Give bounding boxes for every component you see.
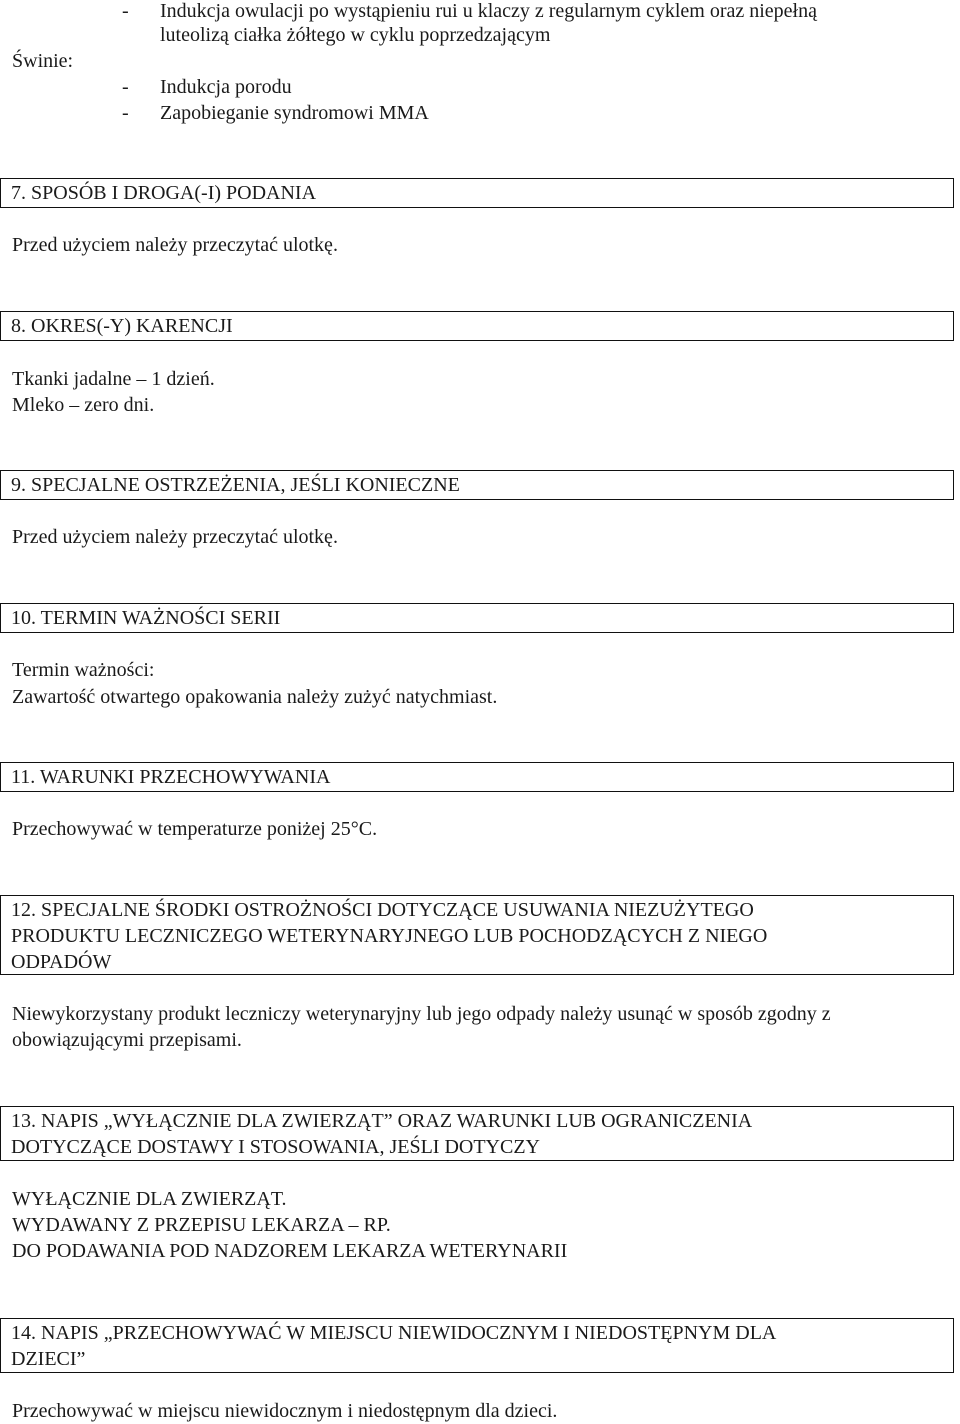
list-item: - Zapobieganie syndromowi MMA — [122, 102, 429, 124]
section-13-heading: 13. NAPIS „WYŁĄCZNIE DLA ZWIERZĄT” ORAZ WARUNKI LUB OGRANICZENIA DOTYCZĄCE DOSTAWY I STOSOWANIA, JEŚLI DOTYCZY — [0, 1106, 954, 1161]
section-12-text: Niewykorzystany produkt leczniczy weterynaryjny lub jego odpady należy usunąć w sposób zgodny z — [12, 1003, 831, 1025]
section-14-text: Przechowywać w miejscu niewidocznym i niedostępnym dla dzieci. — [12, 1400, 558, 1422]
section-7-text: Przed użyciem należy przeczytać ulotkę. — [12, 234, 338, 256]
section-8-heading: 8. OKRES(-Y) KARENCJI — [0, 311, 954, 341]
section-11-text: Przechowywać w temperaturze poniżej 25°C. — [12, 818, 378, 840]
section-10-heading: 10. TERMIN WAŻNOŚCI SERII — [0, 603, 954, 633]
list-item: - Indukcja porodu — [122, 76, 292, 98]
section-11-heading: 11. WARUNKI PRZECHOWYWANIA — [0, 762, 954, 792]
section-10-text: Termin ważności: — [12, 659, 155, 681]
section-9-text: Przed użyciem należy przeczytać ulotkę. — [12, 526, 338, 548]
section-8-text: Tkanki jadalne – 1 dzień. — [12, 368, 215, 390]
section-12-text: obowiązującymi przepisami. — [12, 1029, 242, 1051]
list-item-continuation: luteolizą ciałka żółtego w cyklu poprzedzającym — [160, 24, 551, 46]
species-label: Świnie: — [12, 50, 74, 72]
section-8-text: Mleko – zero dni. — [12, 394, 155, 416]
section-12-heading: 12. SPECJALNE ŚRODKI OSTROŻNOŚCI DOTYCZĄCE USUWANIA NIEZUŻYTEGO PRODUKTU LECZNICZEGO WETERYNARYJNEGO LUB POCHODZĄCYCH Z NIEGO ODPADÓW — [0, 895, 954, 975]
section-9-heading: 9. SPECJALNE OSTRZEŻENIA, JEŚLI KONIECZNE — [0, 470, 954, 500]
section-10-text: Zawartość otwartego opakowania należy zużyć natychmiast. — [12, 686, 498, 708]
section-14-heading: 14. NAPIS „PRZECHOWYWAĆ W MIEJSCU NIEWIDOCZNYM I NIEDOSTĘPNYM DLA DZIECI” — [0, 1318, 954, 1373]
list-item: - Indukcja owulacji po wystąpieniu rui u klaczy z regularnym cyklem oraz niepełną — [122, 0, 817, 22]
section-7-heading: 7. SPOSÓB I DROGA(-I) PODANIA — [0, 178, 954, 208]
section-13-text: DO PODAWANIA POD NADZOREM LEKARZA WETERYNARII — [12, 1240, 568, 1262]
section-13-text: WYŁĄCZNIE DLA ZWIERZĄT. — [12, 1188, 287, 1210]
section-13-text: WYDAWANY Z PRZEPISU LEKARZA – RP. — [12, 1214, 391, 1236]
